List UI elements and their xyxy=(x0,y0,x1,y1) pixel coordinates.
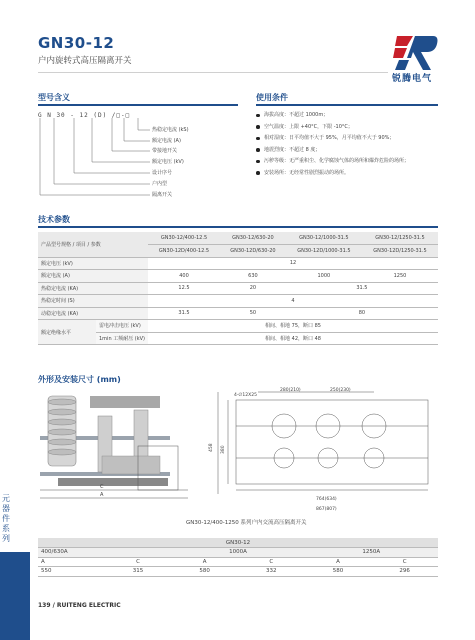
usage-item: 污秽等级：无严重积尘、化学腐蚀气体的场所和爆炸危险的场所； xyxy=(256,156,456,168)
usage-item: 海拔高度：不超过 1000m； xyxy=(256,110,456,122)
tech-underline xyxy=(38,226,438,228)
table-cell: 1250A xyxy=(305,548,438,558)
table-cell: 相间、相地 42，断口 48 xyxy=(148,332,438,345)
product-photo xyxy=(40,396,170,486)
table-cell: 630 xyxy=(220,270,286,283)
table-row-label: 额定电流 (A) xyxy=(38,270,148,283)
brand-logo-icon xyxy=(393,32,439,74)
tech-title: 技术参数 xyxy=(38,215,70,224)
dim-label-c: C xyxy=(100,484,104,490)
table-cell: 相间、相地 75，断口 85 xyxy=(148,320,438,333)
dim-label-pitch-left: 280(210) xyxy=(280,388,301,393)
table-cell: 315 xyxy=(105,567,172,577)
table-cell: 1000A xyxy=(171,548,304,558)
table-cell: GN30-12D/400-12.5 xyxy=(148,245,220,258)
table-row-label: 动稳定电流 (KA) xyxy=(38,307,148,320)
table-row xyxy=(38,557,438,567)
meaning-leader-lines xyxy=(38,118,153,206)
table-row-label: 热稳定时间 (S) xyxy=(38,295,148,308)
side-color-bar xyxy=(0,552,30,640)
side-tab-char: 件 xyxy=(2,514,10,523)
table-cell: 332 xyxy=(238,567,305,577)
table-cell: A xyxy=(305,557,372,567)
page-footer: 139 / RUITENG ELECTRIC xyxy=(38,602,121,609)
meaning-item-current: 额定电流 (A) xyxy=(152,138,181,144)
table-cell: C xyxy=(238,557,305,567)
table-cell: GN30-12/1250-31.5 xyxy=(362,232,438,245)
drawing-caption: GN30-12/400-1250 系列户内交流高压隔离开关 xyxy=(186,520,307,526)
meaning-item-design: 设计序号 xyxy=(152,170,173,176)
table-cell: 20 xyxy=(220,282,286,295)
table-cell: 12.5 xyxy=(148,282,220,295)
table-header-label: 产品型号规格 / 项目 / 参数 xyxy=(38,232,148,257)
meaning-item-grounding: 带接地开关 xyxy=(152,148,178,154)
usage-title: 使用条件 xyxy=(256,93,288,102)
table-cell: GN30-12D/1000-31.5 xyxy=(286,245,362,258)
table-cell: C xyxy=(371,557,438,567)
table-sub-label: 雷电冲击电压 (kV) xyxy=(96,320,148,333)
side-tab-char: 系 xyxy=(2,524,10,533)
dim-label-height-inner: 380 xyxy=(221,445,226,454)
table-cell: GN30-12/630-20 xyxy=(220,232,286,245)
table-cell: GN30-12/1000-31.5 xyxy=(286,232,362,245)
table-cell: 31.5 xyxy=(286,282,438,295)
table-row xyxy=(38,538,438,548)
table-row-label: 额定电压 (kV) xyxy=(38,257,148,270)
table-row-label: 额定绝缘水平 xyxy=(38,320,96,345)
side-tab-char: 元 xyxy=(2,494,10,503)
dim-label-width-inner: 764(634) xyxy=(316,497,337,502)
table-cell: 400/630A xyxy=(38,548,171,558)
dim-label-width-outer: 867(807) xyxy=(316,507,337,512)
table-cell: 1000 xyxy=(286,270,362,283)
dim-label-holes: 4-∅12X25 xyxy=(234,393,257,398)
dim-label-height-outer: 458 xyxy=(209,443,214,452)
usage-item: 地震烈度：不超过 8 度； xyxy=(256,145,456,157)
meaning-item-indoor: 户内型 xyxy=(152,181,168,187)
table-cell: 296 xyxy=(371,567,438,577)
table-cell: 31.5 xyxy=(148,307,220,320)
model-title: GN30-12 xyxy=(38,34,115,52)
table-cell: C xyxy=(105,557,172,567)
table-row xyxy=(38,307,438,320)
meaning-code: G N 30 - 12 (D) /□-□ xyxy=(38,112,131,119)
table-cell: 1250 xyxy=(362,270,438,283)
table-cell: GN30-12 xyxy=(38,538,438,548)
table-cell: 50 xyxy=(220,307,286,320)
table-row xyxy=(38,548,438,558)
table-row xyxy=(38,320,438,333)
table-cell: 80 xyxy=(286,307,438,320)
table-row xyxy=(38,257,438,270)
usage-underline xyxy=(256,104,438,106)
meaning-title: 型号含义 xyxy=(38,93,70,102)
side-tab-char: 器 xyxy=(2,504,10,513)
dim-label-pitch-right: 250(230) xyxy=(330,388,351,393)
table-cell: 550 xyxy=(38,567,105,577)
table-cell: A xyxy=(38,557,105,567)
table-cell: GN30-12D/1250-31.5 xyxy=(362,245,438,258)
model-subtitle: 户内旋转式高压隔离开关 xyxy=(38,56,132,66)
table-row xyxy=(38,270,438,283)
table-row xyxy=(38,282,438,295)
header-divider xyxy=(38,72,388,73)
table-row-label: 热稳定电流 (KA) xyxy=(38,282,148,295)
table-cell: GN30-12D/630-20 xyxy=(220,245,286,258)
table-cell: GN30-12/400-12.5 xyxy=(148,232,220,245)
table-cell: 580 xyxy=(171,567,238,577)
front-view xyxy=(218,392,428,494)
dim-label-a: A xyxy=(100,492,104,498)
table-cell: A xyxy=(171,557,238,567)
table-sub-label: 1min 工频耐压 (kV) xyxy=(96,332,148,345)
side-category-tab xyxy=(0,494,12,550)
brand-name: 锐腾电气 xyxy=(392,74,433,84)
drawing-title: 外形及安装尺寸 (mm) xyxy=(38,375,121,384)
meaning-item-switch: 隔离开关 xyxy=(152,192,173,198)
outline-drawing xyxy=(38,386,438,516)
table-row xyxy=(38,567,438,577)
table-row xyxy=(38,232,438,245)
usage-item: 空气温度：上限 +40°C，下限 -10°C； xyxy=(256,122,456,134)
dimension-table xyxy=(38,538,438,577)
usage-list xyxy=(256,110,456,179)
meaning-item-voltage: 额定电压 (kV) xyxy=(152,159,184,165)
table-cell: 400 xyxy=(148,270,220,283)
usage-item: 相对湿度：日平均值不大于 95%，月平均值不大于 90%； xyxy=(256,133,456,145)
usage-item: 安装场所：无经常性剧烈振动的场所。 xyxy=(256,168,456,180)
tech-param-table xyxy=(38,232,438,345)
table-row xyxy=(38,295,438,308)
table-cell: 580 xyxy=(305,567,372,577)
table-cell: 4 xyxy=(148,295,438,308)
table-row xyxy=(38,332,438,345)
meaning-item-thermal: 热稳定电流 (kS) xyxy=(152,127,189,133)
table-cell: 12 xyxy=(148,257,438,270)
meaning-underline xyxy=(38,104,238,106)
side-tab-char: 列 xyxy=(2,534,10,543)
